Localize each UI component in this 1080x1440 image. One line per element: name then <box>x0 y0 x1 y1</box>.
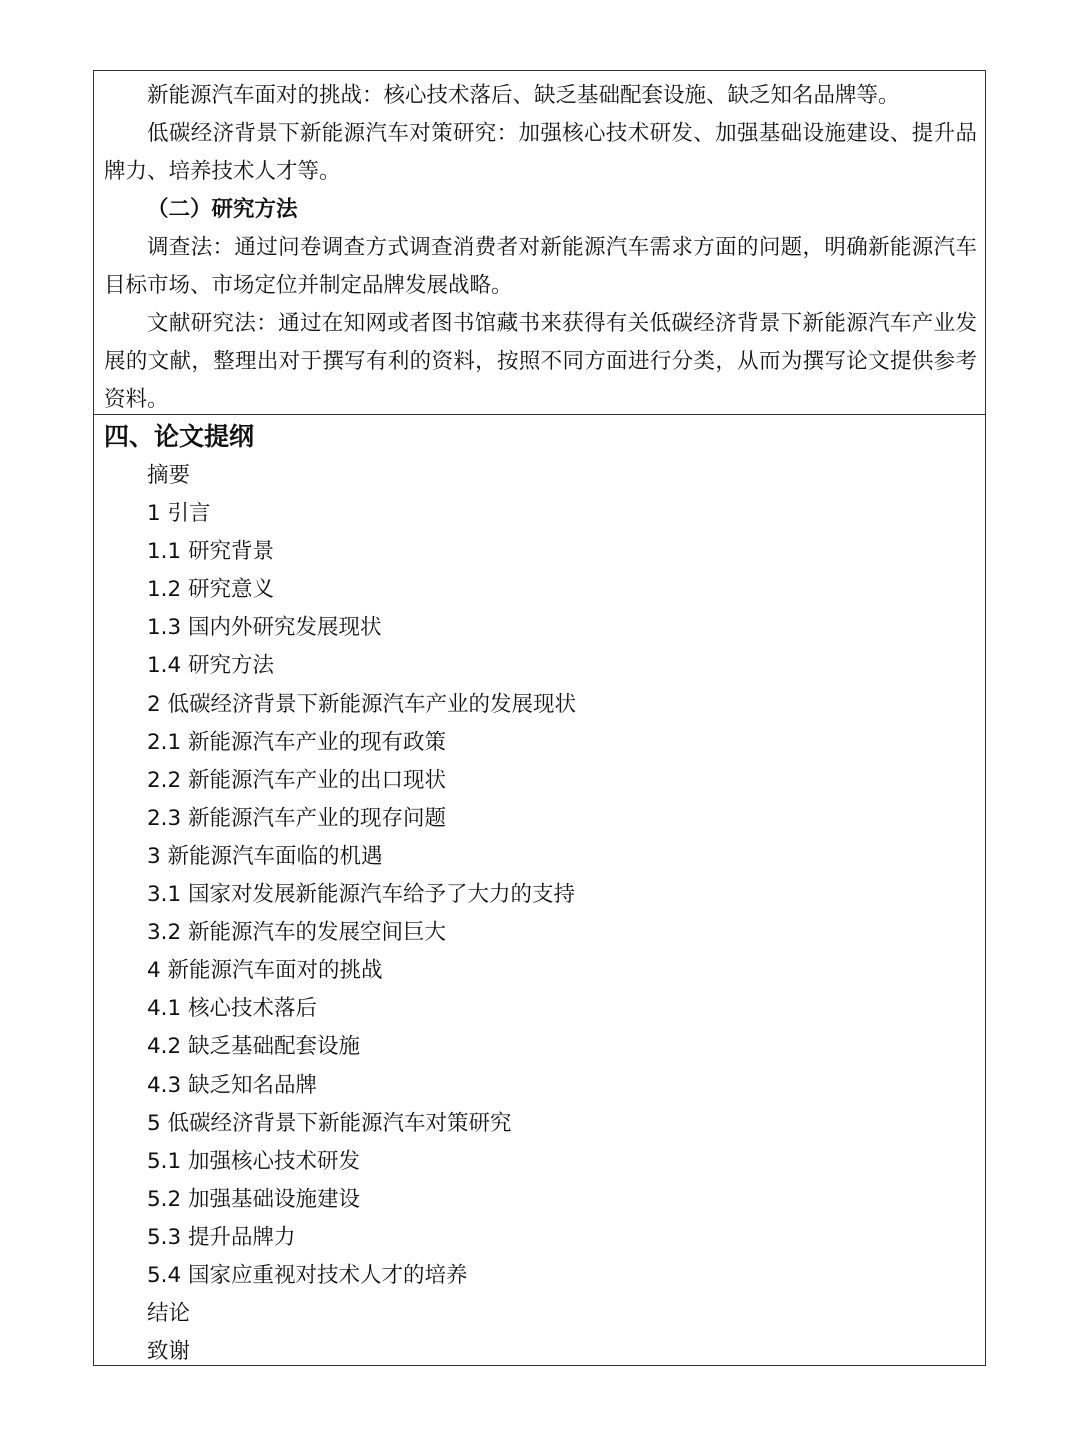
outline-item: 5 低碳经济背景下新能源汽车对策研究 <box>147 1110 512 1136</box>
research-content-cell <box>94 71 985 415</box>
outline-heading: 四、论文提纲 <box>104 422 255 451</box>
outline-item: 2.3 新能源汽车产业的现存问题 <box>147 805 447 831</box>
outline-item: 3.2 新能源汽车的发展空间巨大 <box>147 920 447 946</box>
outline-item: 1.3 国内外研究发展现状 <box>147 615 382 641</box>
outline-item: 结论 <box>147 1301 191 1327</box>
outline-item: 4.3 缺乏知名品牌 <box>147 1072 318 1098</box>
methods-heading: （二）研究方法 <box>147 197 298 222</box>
outline-cell <box>94 415 985 1365</box>
countermeasures-paragraph: 低碳经济背景下新能源汽车对策研究：加强核心技术研发、加强基础设施建设、提升品牌力、培养技术人才等。 <box>104 121 977 184</box>
proposal-table <box>93 70 986 1366</box>
challenges-paragraph: 新能源汽车面对的挑战：核心技术落后、缺乏基础配套设施、缺乏知名品牌等。 <box>147 83 900 108</box>
outline-item: 5.1 加强核心技术研发 <box>147 1148 361 1174</box>
outline-item: 2.2 新能源汽车产业的出口现状 <box>147 767 447 793</box>
outline-item: 1.4 研究方法 <box>147 653 275 679</box>
outline-item: 1.1 研究背景 <box>147 539 275 565</box>
outline-item: 3 新能源汽车面临的机遇 <box>147 843 383 869</box>
outline-item: 4.1 核心技术落后 <box>147 996 318 1022</box>
outline-item: 2.1 新能源汽车产业的现有政策 <box>147 729 447 755</box>
outline-list <box>147 457 576 1371</box>
outline-item: 2 低碳经济背景下新能源汽车产业的发展现状 <box>147 691 577 717</box>
outline-item: 致谢 <box>147 1339 191 1365</box>
outline-item: 1.2 研究意义 <box>147 577 275 603</box>
outline-item: 5.4 国家应重视对技术人才的培养 <box>147 1262 468 1288</box>
literature-method-paragraph: 文献研究法：通过在知网或者图书馆藏书来获得有关低碳经济背景下新能源汽车产业发展的文献，整理出对于撰写有利的资料，按照不同方面进行分类，从而为撰写论文提供参考资料。 <box>104 311 977 412</box>
outline-item: 4 新能源汽车面对的挑战 <box>147 958 383 984</box>
outline-item: 1 引言 <box>147 501 211 527</box>
outline-item: 5.3 提升品牌力 <box>147 1224 296 1250</box>
outline-item: 摘要 <box>147 463 191 488</box>
outline-item: 4.2 缺乏基础配套设施 <box>147 1034 361 1060</box>
outline-item: 3.1 国家对发展新能源汽车给予了大力的支持 <box>147 882 576 908</box>
survey-method-paragraph: 调查法：通过问卷调查方式调查消费者对新能源汽车需求方面的问题，明确新能源汽车目标市场、市场定位并制定品牌发展战略。 <box>104 235 977 298</box>
outline-item: 5.2 加强基础设施建设 <box>147 1186 361 1212</box>
